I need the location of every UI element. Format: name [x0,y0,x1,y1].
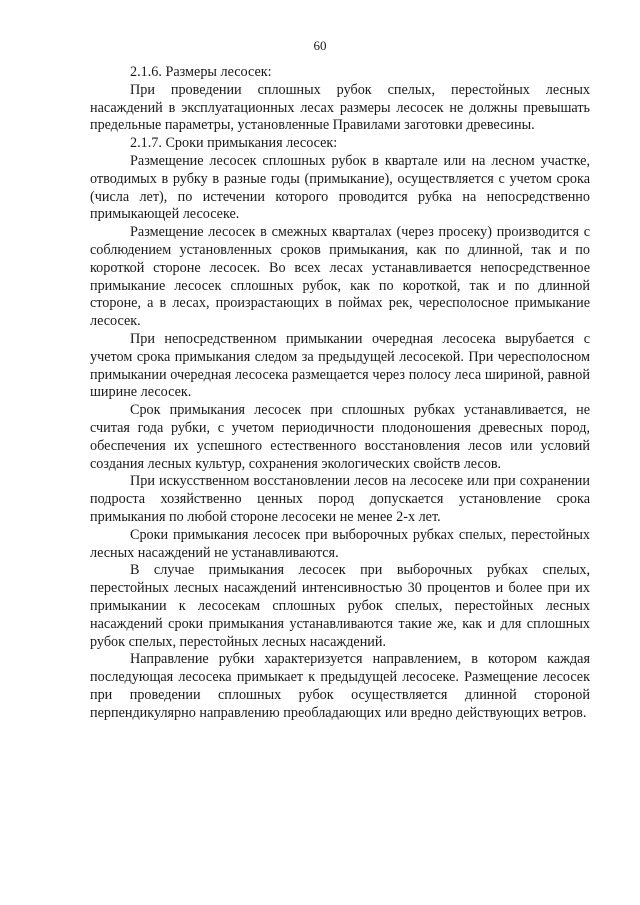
paragraph: Направление рубки характеризуется направлением, в котором каждая последующая лесосека примыкает к предыдущей лесосеке. Размещение лесосек при проведении сплошных рубок осуществляется длинной стороной перпендикулярно направлению преобладающих или вредно действующих ветров. [90,651,590,721]
paragraph: Размещение лесосек сплошных рубок в квартале или на лесном участке, отводимых в рубку в разные годы (примыкание), осуществляется с учетом срока (числа лет), по истечении которого проводится рубка на непосредственно примыкающей лесосеке. [90,152,590,223]
paragraph: Срок примыкания лесосек при сплошных рубках устанавливается, не считая года рубки, с учетом периодичности плодоношения древесных пород, обеспечения их успешного естественного восстановления лесов или условий создания лесных культур, сохранения экологических свойств лесов. [90,402,590,472]
section-heading-2-1-6: 2.1.6. Размеры лесосек: [130,64,272,80]
section-heading-2-1-7: 2.1.7. Сроки примыкания лесосек: [130,135,338,152]
document-body [90,64,590,722]
paragraph: При непосредственном примыкании очередная лесосека вырубается с учетом срока примыкания следом за предыдущей лесосекой. При чересполосном примыкании очередная лесосека размещается через полосу леса шириной, равной ширине лесосек. [90,330,590,401]
paragraph: При проведении сплошных рубок спелых, перестойных лесных насаждений в эксплуатационных лесах размеры лесосек не должны превышать предельные параметры, установленные Правилами заготовки древесины. [90,81,590,134]
paragraph: При искусственном восстановлении лесов на лесосеке или при сохранении подроста хозяйственно ценных пород допускается установление срока примыкания по любой стороне лесосеки не менее 2-х лет. [90,473,590,525]
paragraph: В случае примыкания лесосек при выборочных рубках спелых, перестойных лесных насаждений интенсивностью 30 процентов и более при их примыкании к лесосекам сплошных рубок спелых, перестойных лесных насаждений сроки примыкания устанавливаются такие же, как и для сплошных рубок спелых, перестойных лесных насаждений. [90,562,590,650]
paragraph: Размещение лесосек в смежных кварталах (через просеку) производится с соблюдением установленных сроков примыкания, как по длинной, так и по короткой стороне лесосек. Во всех лесах устанавливается непосредственное примыкание лесосек сплошных рубок, как по короткой, так и по длинной стороне, а в лесах, произрастающих в поймах рек, чересполосное примыкание лесосек. [90,224,590,330]
paragraph: Сроки примыкания лесосек при выборочных рубках спелых, перестойных лесных насаждений не устанавливаются. [90,526,590,561]
page-number: 60 [313,38,327,53]
